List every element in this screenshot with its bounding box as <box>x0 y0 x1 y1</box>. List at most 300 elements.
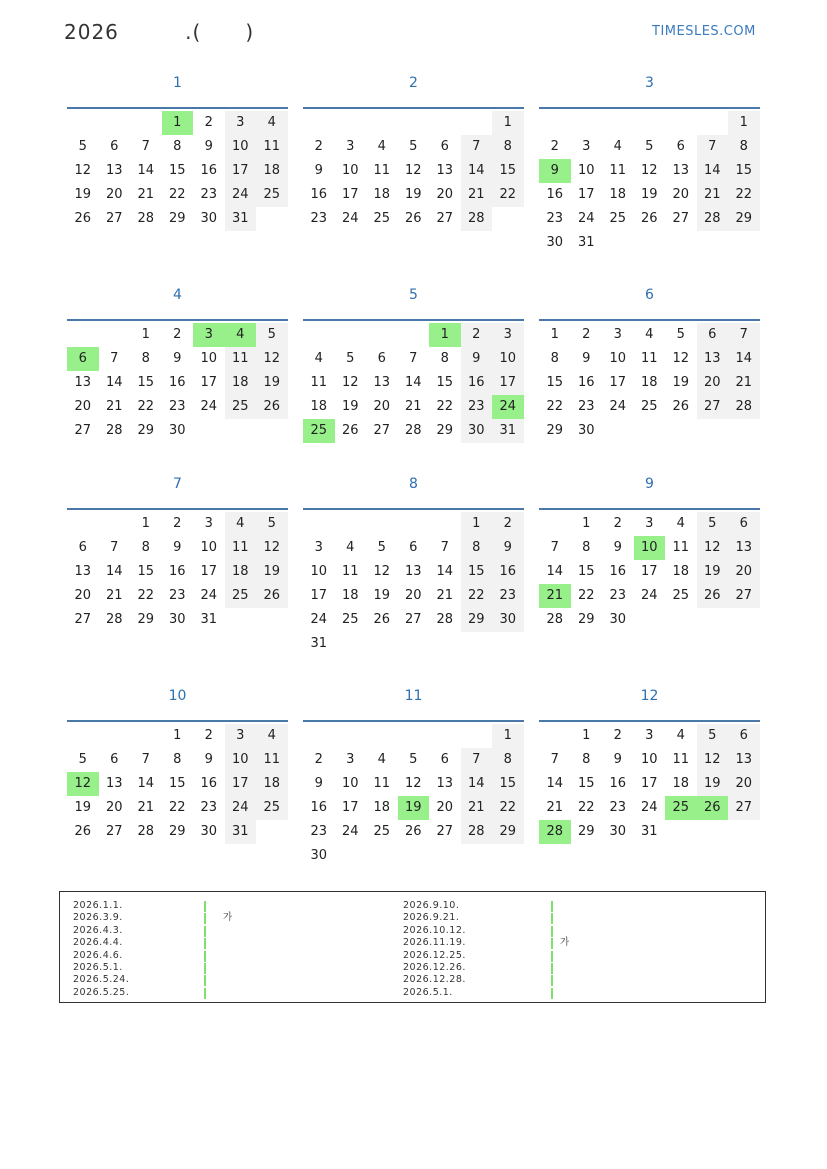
day-cell[interactable]: 12 <box>697 536 729 560</box>
day-cell[interactable]: 17 <box>640 776 658 791</box>
day-cell[interactable]: 6 <box>78 540 87 555</box>
day-cell[interactable]: 3 <box>582 139 591 154</box>
day-cell[interactable]: 30 <box>310 848 328 863</box>
day-cell[interactable]: 18 <box>256 772 288 796</box>
day-cell[interactable]: 26 <box>640 211 658 226</box>
day-cell[interactable]: 28 <box>105 612 123 627</box>
day-cell[interactable]: 17 <box>225 159 257 183</box>
day-cell[interactable]: 5 <box>78 139 87 154</box>
day-cell[interactable]: 22 <box>492 796 524 820</box>
day-cell[interactable]: 2 <box>550 139 559 154</box>
day-cell[interactable]: 2 <box>173 516 182 531</box>
day-cell[interactable]: 29 <box>168 211 186 226</box>
day-cell[interactable]: 22 <box>728 183 760 207</box>
day-cell[interactable]: 14 <box>105 564 123 579</box>
day-cell[interactable]: 27 <box>404 612 422 627</box>
day-cell[interactable]: 17 <box>341 800 359 815</box>
day-cell[interactable]: 20 <box>404 588 422 603</box>
day-cell[interactable]: 24 <box>200 588 218 603</box>
day-cell[interactable]: 19 <box>341 399 359 414</box>
day-cell[interactable]: 22 <box>492 183 524 207</box>
day-cell[interactable]: 10 <box>310 564 328 579</box>
day-cell[interactable]: 28 <box>105 423 123 438</box>
day-cell[interactable]: 28 <box>546 612 564 627</box>
day-cell[interactable]: 28 <box>461 820 493 844</box>
day-cell[interactable]: 15 <box>168 163 186 178</box>
day-cell[interactable]: 7 <box>461 135 493 159</box>
day-cell[interactable]: 18 <box>341 588 359 603</box>
day-cell[interactable]: 27 <box>436 211 454 226</box>
day-cell[interactable]: 7 <box>141 752 150 767</box>
day-cell[interactable]: 11 <box>310 375 328 390</box>
day-cell[interactable]: 28 <box>404 423 422 438</box>
day-cell[interactable]: 13 <box>105 163 123 178</box>
day-cell[interactable]: 1 <box>582 728 591 743</box>
day-cell[interactable]: 13 <box>74 375 92 390</box>
day-cell[interactable]: 9 <box>492 536 524 560</box>
day-cell[interactable]: 16 <box>200 163 218 178</box>
day-cell[interactable]: 10 <box>200 540 218 555</box>
day-cell[interactable]: 15 <box>436 375 454 390</box>
day-cell[interactable]: 11 <box>225 347 257 371</box>
day-cell[interactable]: 16 <box>609 776 627 791</box>
day-cell[interactable]: 4 <box>314 351 323 366</box>
day-cell[interactable]: 15 <box>168 776 186 791</box>
day-cell[interactable]: 21 <box>105 588 123 603</box>
day-cell[interactable]: 24 <box>492 395 524 419</box>
day-cell[interactable]: 24 <box>225 183 257 207</box>
day-cell[interactable]: 8 <box>492 135 524 159</box>
day-cell[interactable]: 22 <box>168 800 186 815</box>
day-cell[interactable]: 4 <box>645 327 654 342</box>
day-cell[interactable]: 25 <box>373 824 391 839</box>
day-cell[interactable]: 5 <box>78 752 87 767</box>
day-cell[interactable]: 1 <box>492 724 524 748</box>
day-cell[interactable]: 5 <box>645 139 654 154</box>
day-cell[interactable]: 6 <box>440 139 449 154</box>
day-cell[interactable]: 16 <box>168 375 186 390</box>
day-cell[interactable]: 10 <box>200 351 218 366</box>
day-cell[interactable]: 24 <box>225 796 257 820</box>
day-cell[interactable]: 6 <box>67 347 99 371</box>
day-cell[interactable]: 31 <box>577 235 595 250</box>
day-cell[interactable]: 27 <box>436 824 454 839</box>
day-cell[interactable]: 1 <box>141 327 150 342</box>
day-cell[interactable]: 17 <box>341 187 359 202</box>
day-cell[interactable]: 3 <box>492 323 524 347</box>
day-cell[interactable]: 30 <box>200 211 218 226</box>
day-cell[interactable]: 26 <box>373 612 391 627</box>
day-cell[interactable]: 17 <box>200 564 218 579</box>
day-cell[interactable]: 2 <box>613 516 622 531</box>
day-cell[interactable]: 15 <box>577 564 595 579</box>
day-cell[interactable]: 2 <box>204 728 213 743</box>
day-cell[interactable]: 11 <box>609 163 627 178</box>
day-cell[interactable]: 18 <box>373 800 391 815</box>
day-cell[interactable]: 27 <box>105 824 123 839</box>
day-cell[interactable]: 19 <box>74 187 92 202</box>
day-cell[interactable]: 19 <box>398 796 430 820</box>
day-cell[interactable]: 6 <box>409 540 418 555</box>
day-cell[interactable]: 16 <box>546 187 564 202</box>
day-cell[interactable]: 26 <box>256 395 288 419</box>
day-cell[interactable]: 11 <box>640 351 658 366</box>
day-cell[interactable]: 24 <box>640 588 658 603</box>
day-cell[interactable]: 19 <box>74 800 92 815</box>
day-cell[interactable]: 5 <box>256 323 288 347</box>
day-cell[interactable]: 14 <box>404 375 422 390</box>
day-cell[interactable]: 9 <box>582 351 591 366</box>
day-cell[interactable]: 26 <box>404 824 422 839</box>
day-cell[interactable]: 31 <box>225 820 257 844</box>
day-cell[interactable]: 30 <box>168 423 186 438</box>
day-cell[interactable]: 4 <box>346 540 355 555</box>
day-cell[interactable]: 20 <box>436 800 454 815</box>
day-cell[interactable]: 21 <box>539 584 571 608</box>
day-cell[interactable]: 19 <box>697 560 729 584</box>
day-cell[interactable]: 31 <box>492 419 524 443</box>
day-cell[interactable]: 25 <box>373 211 391 226</box>
day-cell[interactable]: 3 <box>346 139 355 154</box>
day-cell[interactable]: 29 <box>492 820 524 844</box>
day-cell[interactable]: 27 <box>373 423 391 438</box>
day-cell[interactable]: 23 <box>492 584 524 608</box>
day-cell[interactable]: 7 <box>728 323 760 347</box>
day-cell[interactable]: 21 <box>137 800 155 815</box>
day-cell[interactable]: 12 <box>256 347 288 371</box>
day-cell[interactable]: 9 <box>461 347 493 371</box>
day-cell[interactable]: 26 <box>404 211 422 226</box>
day-cell[interactable]: 27 <box>74 423 92 438</box>
day-cell[interactable]: 4 <box>225 323 257 347</box>
day-cell[interactable]: 20 <box>728 772 760 796</box>
day-cell[interactable]: 26 <box>341 423 359 438</box>
day-cell[interactable]: 15 <box>492 159 524 183</box>
day-cell[interactable]: 15 <box>137 564 155 579</box>
day-cell[interactable]: 12 <box>256 536 288 560</box>
day-cell[interactable]: 2 <box>461 323 493 347</box>
day-cell[interactable]: 16 <box>577 375 595 390</box>
day-cell[interactable]: 27 <box>728 584 760 608</box>
day-cell[interactable]: 12 <box>373 564 391 579</box>
day-cell[interactable]: 8 <box>141 351 150 366</box>
day-cell[interactable]: 23 <box>609 588 627 603</box>
day-cell[interactable]: 2 <box>582 327 591 342</box>
day-cell[interactable]: 17 <box>225 772 257 796</box>
day-cell[interactable]: 1 <box>162 111 194 135</box>
day-cell[interactable]: 12 <box>341 375 359 390</box>
day-cell[interactable]: 19 <box>697 772 729 796</box>
day-cell[interactable]: 18 <box>225 371 257 395</box>
day-cell[interactable]: 3 <box>225 724 257 748</box>
day-cell[interactable]: 4 <box>377 139 386 154</box>
day-cell[interactable]: 4 <box>256 111 288 135</box>
day-cell[interactable]: 18 <box>373 187 391 202</box>
day-cell[interactable]: 26 <box>74 211 92 226</box>
day-cell[interactable]: 21 <box>436 588 454 603</box>
day-cell[interactable]: 22 <box>137 588 155 603</box>
day-cell[interactable]: 12 <box>640 163 658 178</box>
day-cell[interactable]: 23 <box>577 399 595 414</box>
day-cell[interactable]: 8 <box>173 139 182 154</box>
day-cell[interactable]: 5 <box>346 351 355 366</box>
day-cell[interactable]: 24 <box>310 612 328 627</box>
day-cell[interactable]: 28 <box>728 395 760 419</box>
day-cell[interactable]: 20 <box>436 187 454 202</box>
day-cell[interactable]: 1 <box>728 111 760 135</box>
day-cell[interactable]: 26 <box>256 584 288 608</box>
day-cell[interactable]: 15 <box>546 375 564 390</box>
day-cell[interactable]: 11 <box>373 163 391 178</box>
day-cell[interactable]: 11 <box>225 536 257 560</box>
day-cell[interactable]: 13 <box>404 564 422 579</box>
day-cell[interactable]: 29 <box>546 423 564 438</box>
day-cell[interactable]: 25 <box>665 796 697 820</box>
day-cell[interactable]: 24 <box>200 399 218 414</box>
day-cell[interactable]: 4 <box>676 516 685 531</box>
day-cell[interactable]: 20 <box>74 399 92 414</box>
day-cell[interactable]: 31 <box>225 207 257 231</box>
day-cell[interactable]: 31 <box>640 824 658 839</box>
day-cell[interactable]: 23 <box>310 824 328 839</box>
day-cell[interactable]: 17 <box>310 588 328 603</box>
day-cell[interactable]: 18 <box>672 776 690 791</box>
day-cell[interactable]: 1 <box>461 512 493 536</box>
day-cell[interactable]: 3 <box>613 327 622 342</box>
day-cell[interactable]: 10 <box>640 752 658 767</box>
day-cell[interactable]: 23 <box>168 399 186 414</box>
day-cell[interactable]: 5 <box>409 752 418 767</box>
day-cell[interactable]: 15 <box>137 375 155 390</box>
day-cell[interactable]: 29 <box>137 612 155 627</box>
day-cell[interactable]: 12 <box>404 163 422 178</box>
day-cell[interactable]: 4 <box>225 512 257 536</box>
day-cell[interactable]: 8 <box>582 540 591 555</box>
day-cell[interactable]: 7 <box>550 540 559 555</box>
day-cell[interactable]: 27 <box>105 211 123 226</box>
day-cell[interactable]: 14 <box>546 776 564 791</box>
day-cell[interactable]: 3 <box>645 728 654 743</box>
day-cell[interactable]: 28 <box>461 207 493 231</box>
day-cell[interactable]: 6 <box>110 752 119 767</box>
day-cell[interactable]: 29 <box>436 423 454 438</box>
day-cell[interactable]: 21 <box>546 800 564 815</box>
day-cell[interactable]: 20 <box>373 399 391 414</box>
day-cell[interactable]: 23 <box>461 395 493 419</box>
day-cell[interactable]: 8 <box>141 540 150 555</box>
day-cell[interactable]: 12 <box>74 163 92 178</box>
day-cell[interactable]: 25 <box>672 588 690 603</box>
day-cell[interactable]: 11 <box>256 748 288 772</box>
day-cell[interactable]: 18 <box>672 564 690 579</box>
day-cell[interactable]: 20 <box>697 371 729 395</box>
day-cell[interactable]: 3 <box>204 516 213 531</box>
day-cell[interactable]: 31 <box>310 636 328 651</box>
day-cell[interactable]: 31 <box>200 612 218 627</box>
day-cell[interactable]: 17 <box>577 187 595 202</box>
brand-logo[interactable]: TIMESLES.COM <box>652 24 756 39</box>
day-cell[interactable]: 26 <box>697 584 729 608</box>
day-cell[interactable]: 2 <box>613 728 622 743</box>
day-cell[interactable]: 5 <box>256 512 288 536</box>
day-cell[interactable]: 7 <box>697 135 729 159</box>
day-cell[interactable]: 6 <box>676 139 685 154</box>
day-cell[interactable]: 26 <box>672 399 690 414</box>
day-cell[interactable]: 10 <box>225 748 257 772</box>
day-cell[interactable]: 23 <box>168 588 186 603</box>
day-cell[interactable]: 7 <box>461 748 493 772</box>
day-cell[interactable]: 7 <box>550 752 559 767</box>
day-cell[interactable]: 9 <box>314 776 323 791</box>
day-cell[interactable]: 26 <box>74 824 92 839</box>
day-cell[interactable]: 23 <box>310 211 328 226</box>
day-cell[interactable]: 3 <box>225 111 257 135</box>
day-cell[interactable]: 11 <box>373 776 391 791</box>
day-cell[interactable]: 18 <box>256 159 288 183</box>
day-cell[interactable]: 2 <box>492 512 524 536</box>
day-cell[interactable]: 1 <box>550 327 559 342</box>
day-cell[interactable]: 5 <box>676 327 685 342</box>
day-cell[interactable]: 25 <box>640 399 658 414</box>
day-cell[interactable]: 29 <box>137 423 155 438</box>
day-cell[interactable]: 27 <box>728 796 760 820</box>
day-cell[interactable]: 17 <box>640 564 658 579</box>
day-cell[interactable]: 6 <box>697 323 729 347</box>
day-cell[interactable]: 30 <box>546 235 564 250</box>
day-cell[interactable]: 8 <box>492 748 524 772</box>
day-cell[interactable]: 7 <box>110 540 119 555</box>
day-cell[interactable]: 24 <box>640 800 658 815</box>
day-cell[interactable]: 7 <box>110 351 119 366</box>
day-cell[interactable]: 30 <box>577 423 595 438</box>
day-cell[interactable]: 12 <box>67 772 99 796</box>
day-cell[interactable]: 21 <box>404 399 422 414</box>
day-cell[interactable]: 18 <box>310 399 328 414</box>
day-cell[interactable]: 19 <box>640 187 658 202</box>
day-cell[interactable]: 25 <box>225 395 257 419</box>
day-cell[interactable]: 30 <box>168 612 186 627</box>
day-cell[interactable]: 14 <box>105 375 123 390</box>
day-cell[interactable]: 30 <box>609 612 627 627</box>
day-cell[interactable]: 25 <box>256 796 288 820</box>
day-cell[interactable]: 21 <box>461 796 493 820</box>
day-cell[interactable]: 10 <box>609 351 627 366</box>
day-cell[interactable]: 20 <box>74 588 92 603</box>
day-cell[interactable]: 1 <box>429 323 461 347</box>
day-cell[interactable]: 10 <box>577 163 595 178</box>
day-cell[interactable]: 19 <box>672 375 690 390</box>
day-cell[interactable]: 22 <box>168 187 186 202</box>
day-cell[interactable]: 11 <box>341 564 359 579</box>
day-cell[interactable]: 17 <box>492 371 524 395</box>
day-cell[interactable]: 28 <box>539 820 571 844</box>
day-cell[interactable]: 2 <box>314 752 323 767</box>
day-cell[interactable]: 13 <box>672 163 690 178</box>
day-cell[interactable]: 15 <box>577 776 595 791</box>
day-cell[interactable]: 14 <box>137 163 155 178</box>
day-cell[interactable]: 5 <box>697 724 729 748</box>
day-cell[interactable]: 30 <box>200 824 218 839</box>
day-cell[interactable]: 14 <box>728 347 760 371</box>
day-cell[interactable]: 21 <box>728 371 760 395</box>
day-cell[interactable]: 22 <box>137 399 155 414</box>
day-cell[interactable]: 11 <box>672 752 690 767</box>
day-cell[interactable]: 1 <box>492 111 524 135</box>
day-cell[interactable]: 18 <box>640 375 658 390</box>
day-cell[interactable]: 10 <box>341 163 359 178</box>
day-cell[interactable]: 9 <box>613 752 622 767</box>
day-cell[interactable]: 25 <box>303 419 335 443</box>
day-cell[interactable]: 19 <box>256 371 288 395</box>
day-cell[interactable]: 14 <box>436 564 454 579</box>
day-cell[interactable]: 8 <box>550 351 559 366</box>
day-cell[interactable]: 1 <box>582 516 591 531</box>
day-cell[interactable]: 19 <box>404 187 422 202</box>
day-cell[interactable]: 16 <box>310 800 328 815</box>
day-cell[interactable]: 3 <box>314 540 323 555</box>
day-cell[interactable]: 25 <box>341 612 359 627</box>
day-cell[interactable]: 30 <box>461 419 493 443</box>
day-cell[interactable]: 20 <box>728 560 760 584</box>
day-cell[interactable]: 16 <box>609 564 627 579</box>
day-cell[interactable]: 9 <box>314 163 323 178</box>
day-cell[interactable]: 6 <box>110 139 119 154</box>
day-cell[interactable]: 13 <box>373 375 391 390</box>
day-cell[interactable]: 4 <box>256 724 288 748</box>
day-cell[interactable]: 15 <box>461 560 493 584</box>
day-cell[interactable]: 30 <box>609 824 627 839</box>
day-cell[interactable]: 9 <box>173 540 182 555</box>
day-cell[interactable]: 16 <box>310 187 328 202</box>
day-cell[interactable]: 14 <box>461 159 493 183</box>
day-cell[interactable]: 11 <box>672 540 690 555</box>
day-cell[interactable]: 6 <box>377 351 386 366</box>
day-cell[interactable]: 18 <box>609 187 627 202</box>
day-cell[interactable]: 21 <box>461 183 493 207</box>
day-cell[interactable]: 13 <box>728 536 760 560</box>
day-cell[interactable]: 28 <box>137 211 155 226</box>
day-cell[interactable]: 30 <box>492 608 524 632</box>
day-cell[interactable]: 3 <box>346 752 355 767</box>
day-cell[interactable]: 5 <box>409 139 418 154</box>
day-cell[interactable]: 21 <box>137 187 155 202</box>
day-cell[interactable]: 24 <box>609 399 627 414</box>
day-cell[interactable]: 4 <box>377 752 386 767</box>
day-cell[interactable]: 5 <box>697 512 729 536</box>
day-cell[interactable]: 9 <box>613 540 622 555</box>
day-cell[interactable]: 27 <box>672 211 690 226</box>
day-cell[interactable]: 11 <box>256 135 288 159</box>
day-cell[interactable]: 20 <box>672 187 690 202</box>
day-cell[interactable]: 7 <box>440 540 449 555</box>
day-cell[interactable]: 13 <box>728 748 760 772</box>
day-cell[interactable]: 9 <box>204 139 213 154</box>
day-cell[interactable]: 6 <box>728 512 760 536</box>
day-cell[interactable]: 24 <box>341 211 359 226</box>
day-cell[interactable]: 21 <box>105 399 123 414</box>
day-cell[interactable]: 24 <box>577 211 595 226</box>
day-cell[interactable]: 12 <box>672 351 690 366</box>
day-cell[interactable]: 17 <box>200 375 218 390</box>
day-cell[interactable]: 12 <box>404 776 422 791</box>
day-cell[interactable]: 10 <box>225 135 257 159</box>
day-cell[interactable]: 14 <box>461 772 493 796</box>
day-cell[interactable]: 9 <box>539 159 571 183</box>
day-cell[interactable]: 20 <box>105 800 123 815</box>
day-cell[interactable]: 20 <box>105 187 123 202</box>
day-cell[interactable]: 2 <box>173 327 182 342</box>
day-cell[interactable]: 8 <box>728 135 760 159</box>
